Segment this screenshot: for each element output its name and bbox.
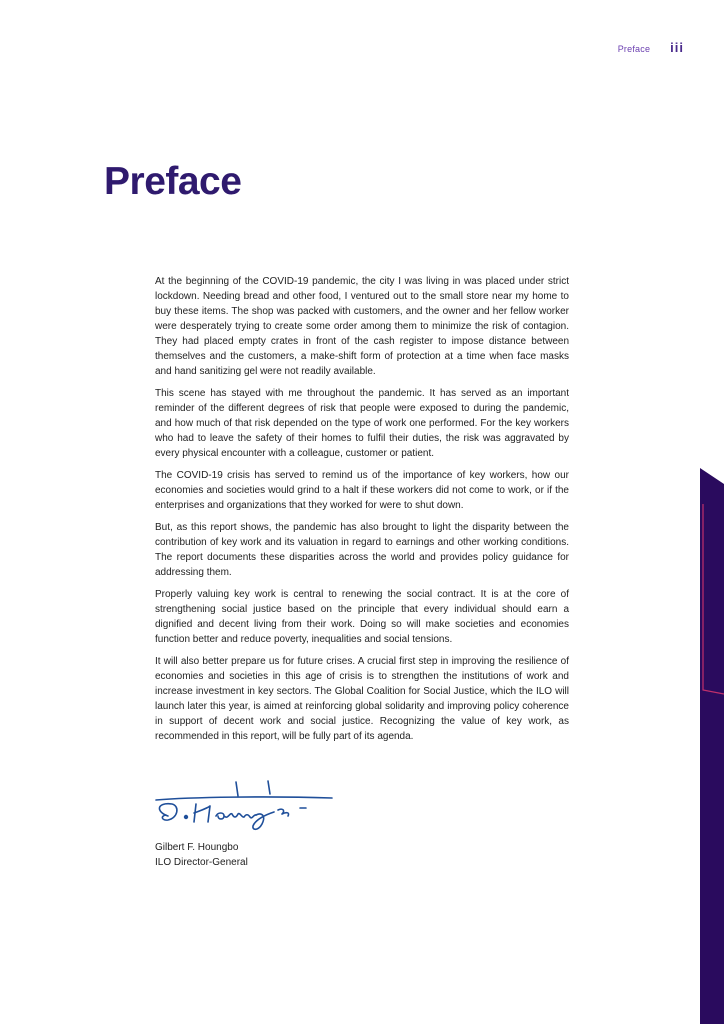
body-text — [155, 274, 569, 751]
signatory — [155, 840, 248, 870]
paragraph: Properly valuing key work is central to renewing the social contract. It is at the core of strengthening social justice based on the principle that every individual should earn a dignified and decent living from their work. Doing so will make societies and economies function better and reduce poverty, inequalities and social tensions. — [155, 589, 569, 645]
paragraph: But, as this report shows, the pandemic has also brought to light the disparity between the contribution of key work and its valuation in regard to earnings and other working conditions. The report documents these disparities across the world and provides policy guidance for addressing them. — [155, 522, 569, 578]
signatory-role: ILO Director-General — [155, 857, 248, 868]
running-header — [618, 40, 684, 55]
side-decorative-band — [694, 468, 724, 1024]
page-number: iii — [670, 40, 684, 55]
signature-image — [150, 772, 350, 842]
signatory-name: Gilbert F. Houngbo — [155, 842, 239, 853]
paragraph: This scene has stayed with me throughout the pandemic. It has served as an important reminder of the different degrees of risk that people were exposed to during the pandemic, and how much of that risk depended on the type of work one performed. For the key workers who had to leave the safety of their homes to fulfil their duties, the risk was aggravated by every physical encounter with a colleague, customer or patient. — [155, 388, 569, 459]
paragraph: The COVID-19 crisis has served to remind us of the importance of key workers, how our economies and societies would grind to a halt if these workers did not come to work, or if the enterprises and organizations that they worked for were to shut down. — [155, 470, 569, 511]
running-title: Preface — [617, 44, 651, 54]
paragraph: At the beginning of the COVID-19 pandemic, the city I was living in was placed under strict lockdown. Needing bread and other food, I ventured out to the small store near my home to buy these items. The shop was packed with customers, and the owner and her fellow worker were desperately trying to create some order among them to minimize the risk of contagion. They had placed empty crates in front of the cash register to impose distance between themselves and the customers, a make-shift form of protection at a time when face masks and hand sanitizing gel were not readily available. — [155, 276, 569, 377]
page-title: Preface — [104, 160, 242, 203]
paragraph: It will also better prepare us for future crises. A crucial first step in improving the resilience of economies and societies in this age of crisis is to strengthen the institutions of work and increase investment in key sectors. The Global Coalition for Social Justice, which the ILO will launch later this year, is aimed at reinforcing global solidarity and improving policy coherence in support of decent work and social justice. Recognizing the value of key work, as recommended in this report, will be fully part of its agenda. — [155, 656, 569, 742]
